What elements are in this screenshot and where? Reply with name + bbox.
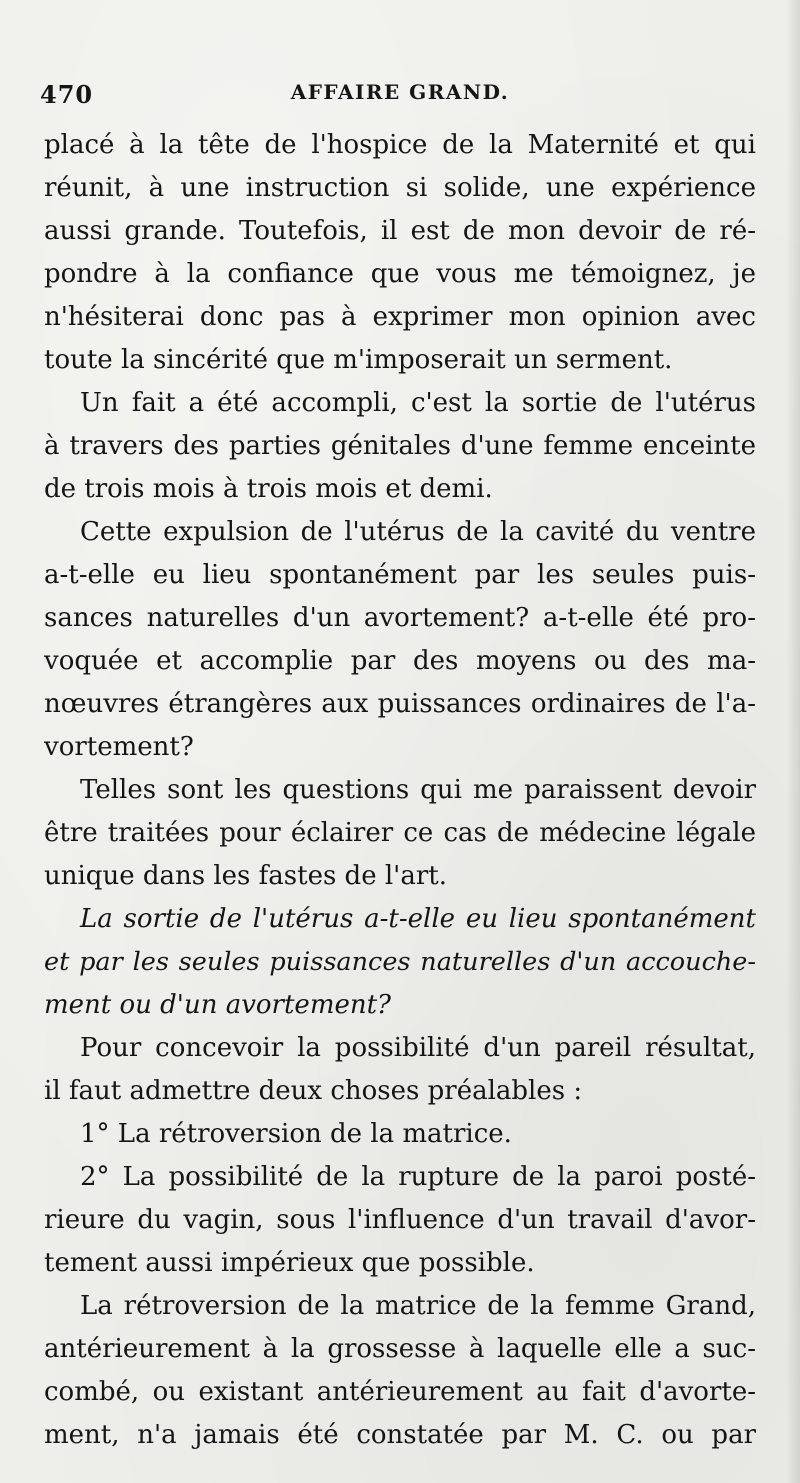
text-line: placé à la tête de l'hospice de la Maternité et qui <box>44 130 756 160</box>
page-edge-shadow <box>786 0 800 1483</box>
text-line: il faut admettre deux choses préalables : <box>44 1076 583 1106</box>
text-line: antérieurement à la grossesse à laquelle elle a suc- <box>44 1334 756 1364</box>
text-line: Un fait a été accompli, c'est la sortie de l'utérus <box>80 388 756 418</box>
text-line: voquée et accomplie par des moyens ou des ma- <box>44 646 756 676</box>
text-line: et par les seules puissances naturelles d'un accouche- <box>44 947 756 977</box>
text-line: être traitées pour éclairer ce cas de médecine légale <box>44 818 756 848</box>
text-line: pondre à la confiance que vous me témoignez, je <box>44 259 756 289</box>
text-line: toute la sincérité que m'imposerait un serment. <box>44 345 673 375</box>
body-text <box>44 124 756 1457</box>
text-line: de trois mois à trois mois et demi. <box>44 474 493 504</box>
text-line: La rétroversion de la matrice de la femme Grand, <box>80 1291 756 1321</box>
text-line: sances naturelles d'un avortement? a-t-elle été pro- <box>44 603 756 633</box>
page-header <box>40 80 760 120</box>
text-line: nœuvres étrangères aux puissances ordinaires de l'a- <box>44 689 756 719</box>
text-line: aussi grande. Toutefois, il est de mon devoir de ré- <box>44 216 756 246</box>
text-line: unique dans les fastes de l'art. <box>44 861 447 891</box>
text-line: vortement? <box>44 732 194 762</box>
text-line: Telles sont les questions qui me paraissent devoir <box>80 775 756 805</box>
text-line: ment ou d'un avortement? <box>44 990 391 1020</box>
text-line: a-t-elle eu lieu spontanément par les seules puis- <box>44 560 756 590</box>
text-line: 1° La rétroversion de la matrice. <box>80 1119 512 1149</box>
text-line: Cette expulsion de l'utérus de la cavité du ventre <box>80 517 756 547</box>
page-number: 470 <box>40 80 94 109</box>
text-line: tement aussi impérieux que possible. <box>44 1248 535 1278</box>
text-line: combé, ou existant antérieurement au fait d'avorte- <box>44 1377 756 1407</box>
text-line: réunit, à une instruction si solide, une expérience <box>44 173 756 203</box>
text-line: n'hésiterai donc pas à exprimer mon opinion avec <box>44 302 756 332</box>
text-line: 2° La possibilité de la rupture de la paroi posté- <box>80 1162 756 1192</box>
text-line: La sortie de l'utérus a-t-elle eu lieu spontanément <box>80 904 756 934</box>
text-line: Pour concevoir la possibilité d'un pareil résultat, <box>80 1033 756 1063</box>
running-title: AFFAIRE GRAND. <box>290 80 510 104</box>
text-line: à travers des parties génitales d'une femme enceinte <box>44 431 756 461</box>
text-line: ment, n'a jamais été constatée par M. C. ou par <box>44 1420 756 1450</box>
text-line: rieure du vagin, sous l'influence d'un travail d'avor- <box>44 1205 756 1235</box>
